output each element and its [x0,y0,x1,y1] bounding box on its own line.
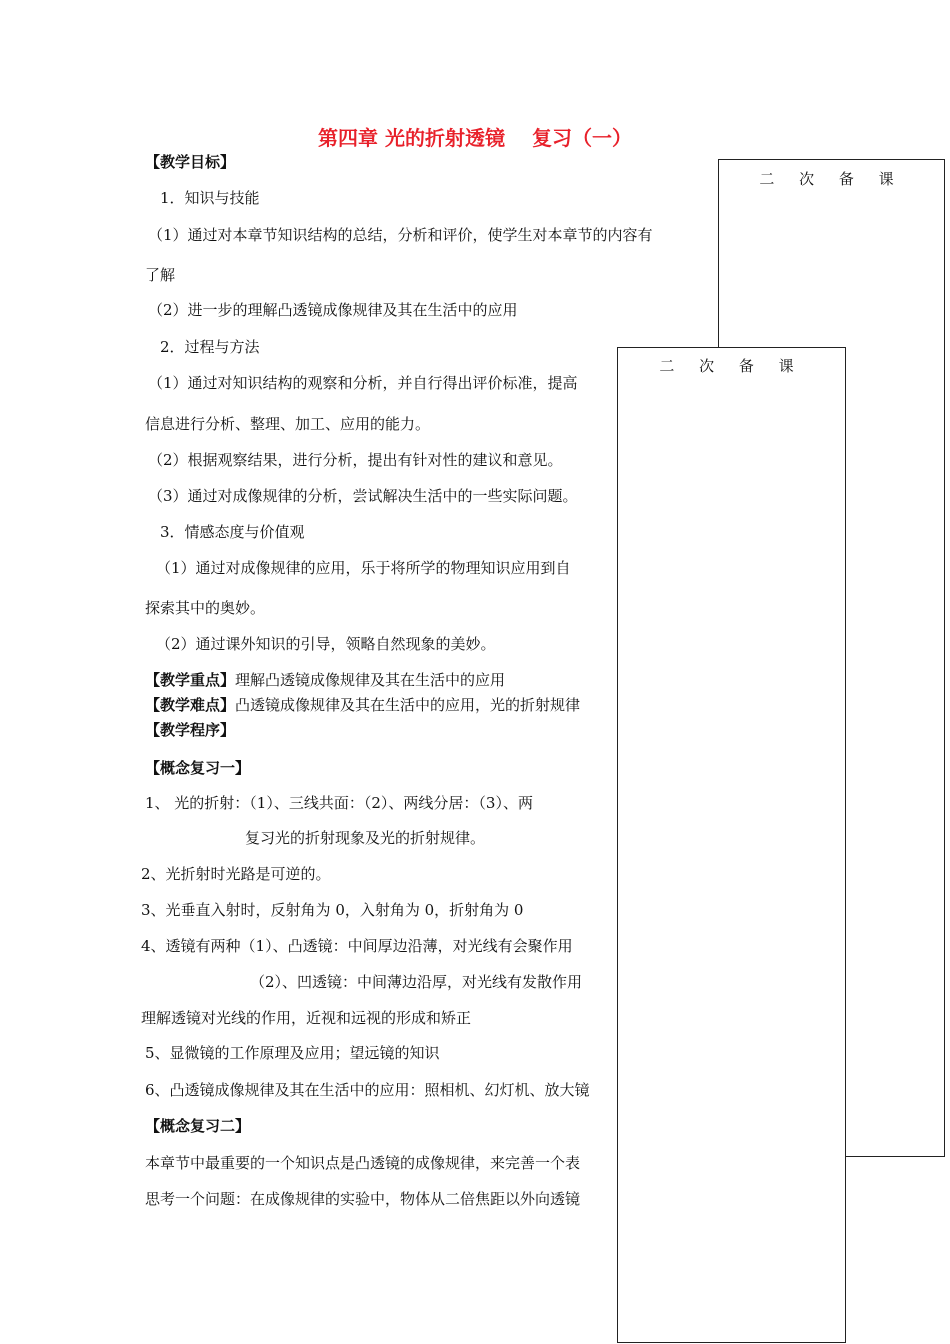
text-line: 探索其中的奥妙。 [145,599,266,617]
text-line: 理解透镜对光线的作用，近视和远视的形成和矫正 [141,1009,472,1027]
text-line: （1）通过对知识结构的观察和分析，并自行得出评价标准，提高 [148,374,578,392]
teaching-focus-label: 【教学重点】 [145,671,236,689]
teaching-difficulty-text: 凸透镜成像规律及其在生活中的应用，光的折射规律 [235,696,581,714]
teaching-difficulty [145,695,620,715]
text-line: （2）、凹透镜：中间薄边沿厚，对光线有发散作用 [250,973,583,991]
text-line: 3、光垂直入射时，反射角为 0，入射角为 0，折射角为 0 [141,901,524,919]
teaching-difficulty-label: 【教学难点】 [145,696,236,714]
section-heading-concept-review-1: 【概念复习一】 [145,759,251,777]
text-line: 复习光的折射现象及光的折射规律。 [245,829,486,847]
second-preparation-box-2 [617,347,846,1343]
subheading-knowledge-skills: 1．知识与技能 [160,189,260,207]
teaching-focus [145,670,620,690]
text-line: 6、凸透镜成像规律及其在生活中的应用：照相机、幻灯机、放大镜 [145,1081,590,1099]
text-line: （1）通过对本章节知识结构的总结，分析和评价，使学生对本章节的内容有 [148,226,653,244]
text-line: 1、 光的折射：（1）、三线共面：（2）、两线分居：（3）、两 [145,794,533,812]
text-line: 本章节中最重要的一个知识点是凸透镜的成像规律，来完善一个表 [145,1154,581,1172]
text-line: （2）进一步的理解凸透镜成像规律及其在生活中的应用 [148,301,518,319]
text-line: 思考一个问题：在成像规律的实验中，物体从二倍焦距以外向透镜 [145,1190,581,1208]
text-line: （2）通过课外知识的引导，领略自然现象的美妙。 [156,635,496,653]
text-line: 2、光折射时光路是可逆的。 [141,865,331,883]
section-heading-procedure: 【教学程序】 [145,721,236,739]
box-title: 二 次 备 课 [659,357,804,375]
document-title: 第四章 光的折射透镜 复习（一） [318,126,632,150]
section-heading-objectives: 【教学目标】 [145,153,236,171]
text-line: 5、显微镜的工作原理及应用；望远镜的知识 [145,1044,440,1062]
text-line: （3）通过对成像规律的分析，尝试解决生活中的一些实际问题。 [148,487,578,505]
text-line: （1）通过对成像规律的应用，乐于将所学的物理知识应用到自 [156,559,571,577]
subheading-attitude-values: 3．情感态度与价值观 [160,523,305,541]
teaching-focus-text: 理解凸透镜成像规律及其在生活中的应用 [235,671,506,689]
text-line: （2）根据观察结果，进行分析，提出有针对性的建议和意见。 [148,451,563,469]
text-line: 4、透镜有两种（1）、凸透镜：中间厚边沿薄，对光线有会聚作用 [141,937,573,955]
text-line: 了解 [145,266,176,284]
section-heading-concept-review-2: 【概念复习二】 [145,1117,251,1135]
subheading-process-method: 2．过程与方法 [160,338,260,356]
box-title: 二 次 备 课 [759,170,904,188]
text-line: 信息进行分析、整理、加工、应用的能力。 [145,415,431,433]
